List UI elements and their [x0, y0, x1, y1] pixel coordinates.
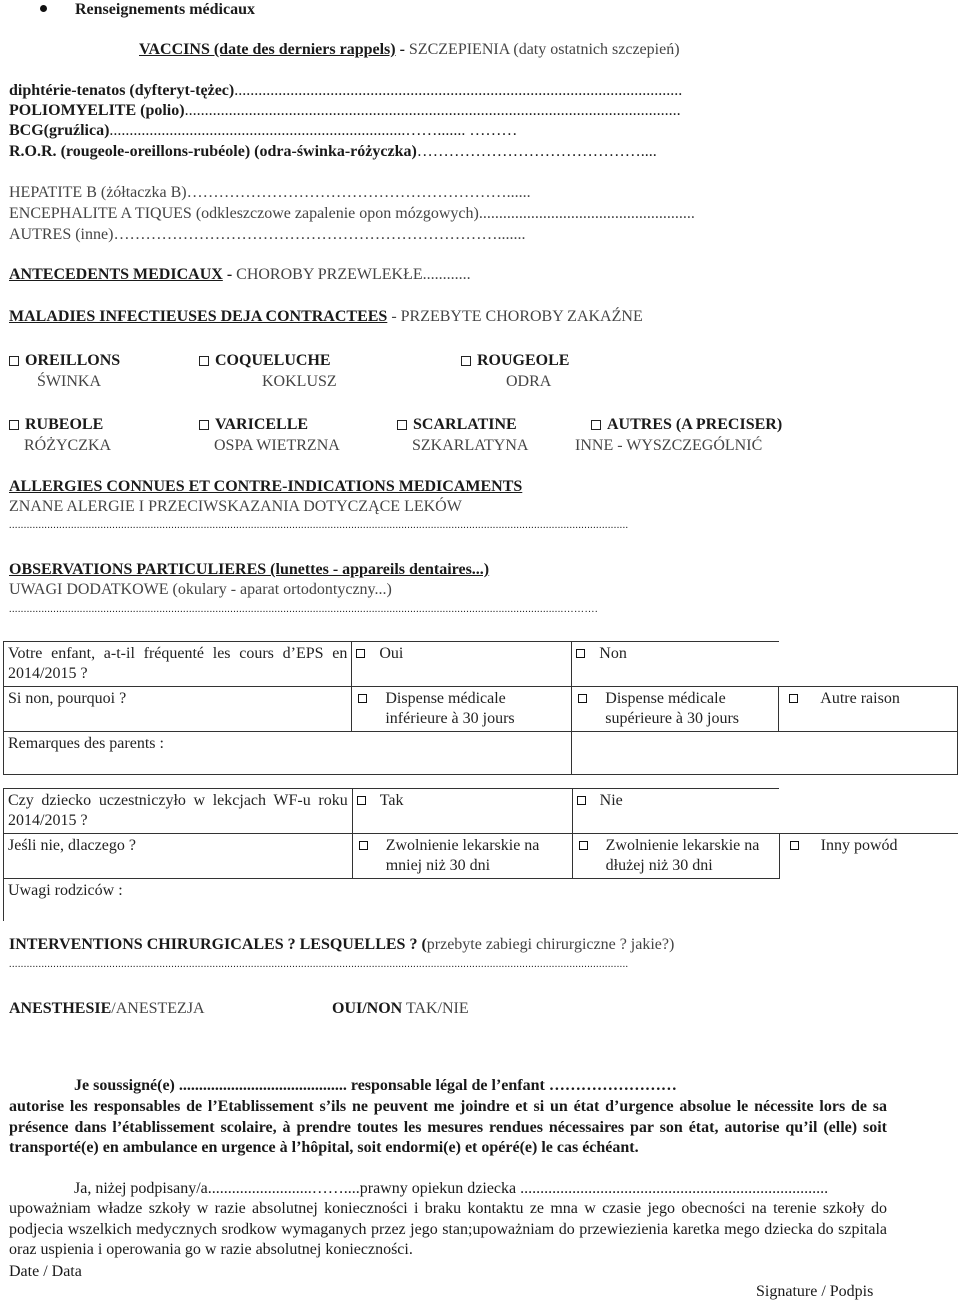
consent-pl-body: upoważniam władze szkoły w razie absolutnej konieczności i braku kontaktu ze mna w czasie jego obecności na terenie szkoły do podjecia wszelkich medycznych srodkow wymaganych przez jego stan;upoważniam do przewiezienia karetka mego dziecka do szpitala oraz uspienia i operowania go w razie absolutnej konieczności. — [9, 1200, 887, 1258]
checkbox-icon[interactable] — [576, 649, 585, 658]
eps-yes-option[interactable] — [352, 642, 572, 687]
disease-coqueluche[interactable] — [199, 351, 331, 371]
vaccine-line-diphterie — [9, 81, 682, 101]
vaccine-dots: ………………………………………………………………....... — [113, 226, 526, 243]
vaccine-dots-tail: ……… — [469, 122, 518, 139]
disease-label: VARICELLE — [215, 416, 309, 433]
checkbox-icon[interactable] — [789, 694, 798, 703]
checkbox-icon[interactable] — [9, 420, 19, 430]
eps-remarks-area[interactable] — [572, 732, 958, 775]
eps-yes-label: Oui — [379, 645, 404, 662]
eps-option-inf30-label: Dispense médicale inférieure à 30 jours — [385, 690, 515, 727]
vaccine-label: R.O.R. — [9, 143, 57, 160]
consent-fr-b: responsable légal de l’enfant …………………… — [346, 1077, 677, 1094]
eps-option-other[interactable] — [779, 687, 958, 732]
vaccine-label: POLIOMYELITE (polio) — [9, 102, 185, 119]
antecedents-dots: ............ — [422, 266, 471, 283]
consent-fr-name-dots[interactable]: .......................................... — [178, 1077, 347, 1094]
vaccine-line-encephalite — [9, 204, 695, 224]
anesthesie-line — [9, 999, 205, 1019]
maladies-fr: MALADIES INFECTIEUSES DEJA CONTRACTEES — [9, 308, 388, 325]
disease-autres-pl: INNE - WYSZCZEGÓLNIĆ — [575, 437, 763, 454]
antecedents-fr: ANTECEDENTS MEDICAUX — [9, 266, 223, 283]
vaccine-label: HEPATITE B (żółtaczka B) — [9, 184, 187, 201]
disease-label: ROUGEOLE — [477, 352, 570, 369]
wf-remarks-area[interactable] — [572, 879, 958, 922]
vaccine-dots: …………………………………….... — [416, 143, 657, 160]
vaccine-dots: ..........................................................................……....... — [109, 122, 470, 139]
vaccine-label: AUTRES (inne) — [9, 226, 114, 243]
checkbox-icon[interactable] — [790, 841, 799, 850]
checkbox-icon[interactable] — [199, 420, 209, 430]
disease-varicelle[interactable] — [199, 415, 308, 435]
observ-heading-fr: OBSERVATIONS PARTICULIERES (lunettes - appareils dentaires...) — [9, 561, 490, 578]
wf-why-not: Jeśli nie, dlaczego ? — [4, 834, 353, 879]
allergies-heading-fr: ALLERGIES CONNUES ET CONTRE-INDICATIONS MEDICAMENTS — [9, 478, 523, 495]
anesthesie-answer[interactable] — [332, 999, 469, 1019]
observ-heading-pl: UWAGI DODATKOWE (okulary - aparat ortodontyczny...) — [9, 581, 392, 598]
consent-pl-line1: Ja, niżej podpisany/a..........................……....prawny opiekun dziecka ............................................................................. — [74, 1180, 829, 1197]
wf-no-label: Nie — [599, 792, 623, 809]
checkbox-icon[interactable] — [591, 420, 601, 430]
disease-label: COQUELUCHE — [215, 352, 331, 369]
vaccine-label-ror-detail: (rougeole-oreillons-rubéole) (odra-świnka-różyczka) — [60, 143, 417, 160]
eps-remarks-fr[interactable] — [4, 732, 572, 775]
maladies-heading — [9, 307, 643, 327]
eps-option-sup30-label: Dispense médicale supérieure à 30 jours — [605, 690, 740, 727]
eps-table-fr — [3, 641, 958, 775]
interventions-fr: INTERVENTIONS CHIRURGICALES ? LESQUELLES ? ( — [9, 936, 427, 953]
eps-option-inf30[interactable] — [352, 687, 572, 732]
checkbox-icon[interactable] — [397, 420, 407, 430]
vaccine-label: BCG(gruźlica) — [9, 122, 110, 139]
disease-rougeole-pl: ODRA — [506, 373, 552, 390]
checkbox-icon[interactable] — [9, 356, 19, 366]
empty-cell — [779, 789, 958, 834]
checkbox-icon[interactable] — [357, 796, 366, 805]
wf-yes-label: Tak — [379, 792, 404, 809]
consent-fr-body: autorise les responsables de l’Etablissement s’ils ne peuvent me joindre et si un état d’urgence absolue le nécessite lors de sa présence dans l’établissement scolaire, à prendre toutes les mesures rendues nécessaires par son état, autorise qu’il (elle) soit transporté(e) en ambulance en urgence à l’hôpital, soit endormi(e) et opéré(e) le cas échéant. — [9, 1098, 887, 1156]
disease-varicelle-pl: OSPA WIETRZNA — [214, 437, 340, 454]
wf-option-less30-label: Zwolnienie lekarskie na mniej niż 30 dni — [385, 837, 540, 874]
disease-label: AUTRES (A PRECISER) — [607, 416, 783, 433]
vaccins-heading-fr: VACCINS (date des derniers rappels) — [139, 41, 396, 58]
consent-fr-a: Je soussigné(e) — [74, 1077, 179, 1094]
vaccine-line-autres — [9, 225, 525, 245]
wf-option-less30[interactable] — [352, 834, 572, 879]
antecedents-heading — [9, 265, 471, 285]
eps-option-sup30[interactable] — [572, 687, 779, 732]
disease-autres[interactable] — [591, 415, 782, 435]
date-label: Date / Data — [9, 1263, 82, 1280]
interventions-pl: przebyte zabiegi chirurgiczne ? jakie?) — [426, 936, 675, 953]
vaccins-heading — [139, 40, 680, 60]
consent-fr-line1 — [74, 1076, 677, 1096]
oui-non: OUI/NON — [332, 1000, 403, 1017]
section-title: Renseignements médicaux — [75, 1, 255, 18]
vaccine-line-ror — [9, 142, 657, 162]
disease-oreillons[interactable] — [9, 351, 120, 371]
bullet-icon — [40, 5, 47, 12]
eps-table-pl — [3, 788, 958, 921]
wf-remarks[interactable] — [4, 879, 573, 922]
eps-no-option[interactable] — [572, 642, 779, 687]
anesthesie-fr: ANESTHESIE — [9, 1000, 112, 1017]
empty-cell — [779, 642, 958, 687]
vaccine-label: ENCEPHALITE A TIQUES (odkleszczowe zapalenie opon mózgowych) — [9, 205, 479, 222]
vaccine-line-polio — [9, 101, 681, 121]
disease-coqueluche-pl: KOKLUSZ — [262, 373, 337, 390]
eps-no-label: Non — [599, 645, 627, 662]
disease-label: SCARLATINE — [413, 416, 517, 433]
maladies-pl: PRZEBYTE CHOROBY ZAKAŹNE — [400, 308, 643, 325]
vaccine-line-hepatite — [9, 183, 531, 203]
eps-question-pl: Czy dziecko uczestniczyło w lekcjach WF-u roku 2014/2015 ? — [4, 789, 353, 834]
wf-remarks-label: Uwagi rodziców : — [8, 882, 123, 899]
allergies-dots[interactable]: .................................................................................................................................................................................................................. — [9, 520, 629, 531]
vaccine-label: diphtérie-tenatos (dyfteryt-tężec) — [9, 82, 235, 99]
checkbox-icon[interactable] — [356, 649, 365, 658]
wf-option-other-label: Inny powód — [820, 837, 898, 854]
checkbox-icon[interactable] — [461, 356, 471, 366]
checkbox-icon[interactable] — [579, 841, 588, 850]
antecedents-pl: CHOROBY PRZEWLEKŁE — [236, 266, 423, 283]
tak-nie: TAK/NIE — [402, 1000, 469, 1017]
checkbox-icon[interactable] — [358, 694, 367, 703]
observ-dots[interactable]: ............................................................................................................................................................................................………. — [9, 604, 598, 615]
signature-label: Signature / Podpis — [756, 1283, 874, 1300]
vaccine-dots: ...................................................... — [478, 205, 695, 222]
vaccins-heading-pl: SZCZEPIENIA (daty ostatnich szczepień) — [408, 41, 680, 58]
allergies-heading-pl: ZNANE ALERGIE I PRZECIWSKAZANIA DOTYCZĄCE LEKÓW — [9, 498, 462, 515]
checkbox-icon[interactable] — [359, 841, 368, 850]
anesthesie-pl: /ANESTEZJA — [111, 1000, 205, 1017]
eps-remarks-label: Remarques des parents : — [8, 735, 164, 752]
maladies-sep: - — [387, 308, 401, 325]
disease-rubeole[interactable] — [9, 415, 103, 435]
wf-option-other[interactable] — [779, 834, 958, 879]
vaccine-dots: ................................................................................................................ — [234, 82, 683, 99]
wf-yes-option[interactable] — [352, 789, 572, 834]
disease-scarlatine[interactable] — [397, 415, 517, 435]
disease-rubeole-pl: RÓŻYCZKA — [24, 437, 112, 454]
disease-rougeole[interactable] — [461, 351, 569, 371]
wf-option-more30-label: Zwolnienie lekarskie na dłużej niż 30 dni — [605, 837, 760, 874]
wf-option-more30[interactable] — [572, 834, 779, 879]
interventions-heading — [9, 935, 674, 955]
disease-scarlatine-pl: SZKARLATYNA — [412, 437, 529, 454]
disease-oreillons-pl: ŚWINKA — [37, 373, 101, 390]
wf-no-option[interactable] — [572, 789, 779, 834]
interventions-dots[interactable]: .................................................................................................................................................................................................................. — [9, 959, 629, 970]
vaccins-sep: - — [395, 41, 409, 58]
disease-label: RUBEOLE — [25, 416, 104, 433]
eps-option-other-label: Autre raison — [820, 690, 900, 707]
disease-label: OREILLONS — [25, 352, 121, 369]
eps-why-not-fr: Si non, pourquoi ? — [4, 687, 352, 732]
antecedents-sep: - — [222, 266, 237, 283]
checkbox-icon[interactable] — [578, 694, 587, 703]
vaccine-line-bcg — [9, 121, 517, 141]
eps-question-fr: Votre enfant, a-t-il fréquenté les cours d’EPS en 2014/2015 ? — [4, 642, 352, 687]
vaccine-dots: ............................................................................................................................ — [184, 102, 681, 119]
checkbox-icon[interactable] — [199, 356, 209, 366]
checkbox-icon[interactable] — [577, 796, 586, 805]
vaccine-dots: ……………………………………………………...... — [186, 184, 531, 201]
